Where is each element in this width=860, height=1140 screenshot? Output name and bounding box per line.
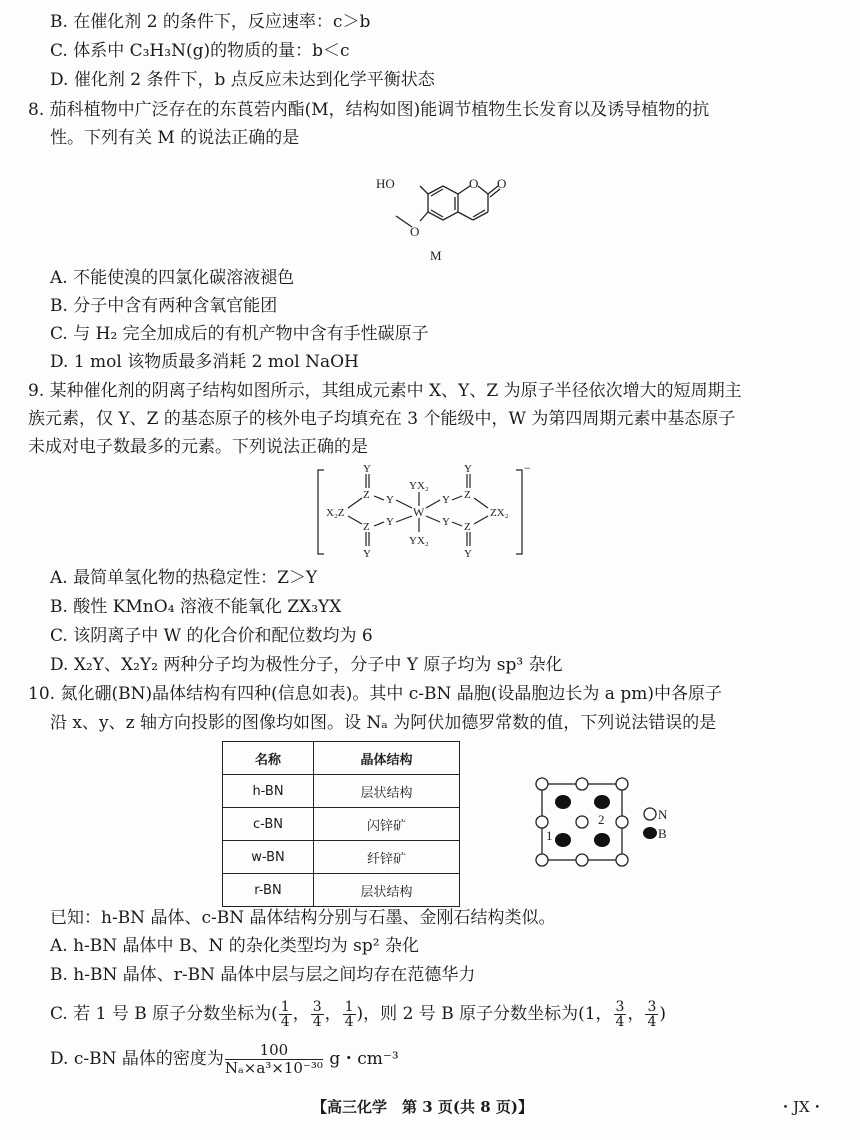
table-header-row <box>223 742 460 775</box>
q10-known: 已知：h-BN 晶体、c-BN 晶体结构分别与石墨、金刚石结构类似。 <box>50 908 556 928</box>
table-cell: 层状结构 <box>314 874 460 907</box>
q9-option-d: D. X₂Y、X₂Y₂ 两种分子均为极性分子，分子中 Y 原子均为 sp³ 杂化 <box>50 655 563 675</box>
q10c-middle: )，则 2 号 B 原子分数坐标为(1， <box>356 1004 613 1024</box>
frac-num: 3 <box>615 999 625 1015</box>
unit-cell-projection <box>528 772 698 868</box>
q10-option-b: B. h-BN 晶体、r-BN 晶体中层与层之间均存在范德华力 <box>50 965 476 985</box>
table-cell: 闪锌矿 <box>314 808 460 841</box>
anion-z-top-right: Z <box>464 489 471 501</box>
q10-option-d <box>50 1040 399 1078</box>
q8-option-d: D. 1 mol 该物质最多消耗 2 mol NaOH <box>50 352 359 372</box>
q7-option-d: D. 催化剂 2 条件下，b 点反应未达到化学平衡状态 <box>50 70 435 90</box>
anion-yx2-bottom: YX₂ <box>409 535 429 547</box>
anion-x2z-left: X₂Z <box>326 507 345 519</box>
methoxy-oxygen-label: O <box>410 224 420 239</box>
frac-den: 4 <box>344 1014 354 1030</box>
q9-stem-line2: 族元素，仅 Y、Z 的基态原子的核外电子均填充在 3 个能级中，W 为第四周期元素中基态原子 <box>28 409 736 429</box>
table-row <box>223 874 460 907</box>
page-footer: 【高三化学 第 3 页(共 8 页)】 <box>312 1098 533 1116</box>
carbonyl-oxygen-label: O <box>497 176 507 191</box>
density-denominator: Nₐ×a³×10⁻³⁰ <box>224 1059 323 1077</box>
q10d-prefix: D. c-BN 晶体的密度为 <box>50 1049 224 1069</box>
q10c-prefix: C. 若 1 号 B 原子分数坐标为( <box>50 1004 278 1024</box>
legend-b: B <box>658 826 667 841</box>
q7-option-c: C. 体系中 C₃H₃N(g)的物质的量：b＜c <box>50 41 350 61</box>
q10-stem-line2: 沿 x、y、z 轴方向投影的图像均如图。设 Nₐ 为阿伏加德罗常数的值，下列说法错误的是 <box>50 713 717 733</box>
table-cell: 纤锌矿 <box>314 841 460 874</box>
q8-stem-line1: 8. 茄科植物中广泛存在的东莨菪内酯(M，结构如图)能调节植物生长发育以及诱导植物的抗 <box>28 100 710 120</box>
q8-option-b: B. 分子中含有两种含氧官能团 <box>50 296 278 316</box>
q9-option-b: B. 酸性 KMnO₄ 溶液不能氧化 ZX₃YX <box>50 597 342 617</box>
molecule-m-structure <box>368 164 518 264</box>
table-cell: r-BN <box>223 874 314 907</box>
q8-stem-line2: 性。下列有关 M 的说法正确的是 <box>50 128 300 148</box>
table-cell: h-BN <box>223 775 314 808</box>
anion-y-bridge-1: Y <box>386 494 394 506</box>
q9-option-c: C. 该阴离子中 W 的化合价和配位数均为 6 <box>50 626 373 646</box>
table-row <box>223 841 460 874</box>
anion-w-center: W <box>413 505 425 519</box>
anion-y-bottom-left: Y <box>363 548 371 560</box>
legend-n: N <box>658 807 668 822</box>
q8-option-a: A. 不能使溴的四氯化碳溶液褪色 <box>50 268 295 288</box>
anion-y-top-right: Y <box>464 463 472 475</box>
q9-option-a: A. 最简单氢化物的热稳定性：Z＞Y <box>50 568 318 588</box>
frac-num: 3 <box>312 999 322 1015</box>
q7-option-b: B. 在催化剂 2 的条件下，反应速率：c＞b <box>50 12 371 32</box>
anion-y-bridge-3: Y <box>386 516 394 528</box>
anion-z-bottom-left: Z <box>363 521 370 533</box>
table-cell: c-BN <box>223 808 314 841</box>
fraction <box>343 1000 356 1029</box>
anion-y-bridge-4: Y <box>442 516 450 528</box>
table-row <box>223 775 460 808</box>
table-header-structure: 晶体结构 <box>314 742 460 775</box>
anion-y-top-left: Y <box>363 463 371 475</box>
ring-oxygen-label: O <box>469 176 479 191</box>
frac-den: 4 <box>280 1014 290 1030</box>
cell-label-1: 1 <box>546 828 553 843</box>
anion-structure <box>312 462 544 560</box>
frac-num: 1 <box>280 999 290 1015</box>
q9-stem-line1: 9. 某种催化剂的阴离子结构如图所示，其组成元素中 X、Y、Z 为原子半径依次增大的短周期主 <box>28 381 742 401</box>
anion-zx2-right: ZX₂ <box>490 507 509 519</box>
fraction <box>279 1000 292 1029</box>
anion-y-bottom-right: Y <box>464 548 472 560</box>
q8-option-c: C. 与 H₂ 完全加成后的有机产物中含有手性碳原子 <box>50 324 429 344</box>
table-cell: 层状结构 <box>314 775 460 808</box>
table-header-name: 名称 <box>223 742 314 775</box>
hydroxyl-label: HO <box>376 176 395 191</box>
fraction <box>614 1000 627 1029</box>
frac-den: 4 <box>647 1014 657 1030</box>
frac-den: 4 <box>312 1014 322 1030</box>
anion-z-bottom-right: Z <box>464 521 471 533</box>
bn-crystal-table <box>222 741 460 907</box>
cell-label-2: 2 <box>598 812 605 827</box>
density-fraction <box>225 1042 323 1077</box>
anion-y-bridge-2: Y <box>442 494 450 506</box>
q10-option-c: C. 若 1 号 B 原子分数坐标为( $\frac{1}{4}$ ， $\frac{3}{4}$ ， $\frac{1}{4}$ )，则 2 号 B 原子分数坐标为(1， $\frac{3}{4}$ ， $\frac{3}{4}$ ) <box>50 999 667 1030</box>
frac-num: 3 <box>647 999 657 1015</box>
molecule-label: M <box>430 248 442 263</box>
footer-code: ・JX・ <box>778 1098 825 1116</box>
table-cell: w-BN <box>223 841 314 874</box>
density-unit: g・cm⁻³ <box>329 1049 399 1069</box>
anion-yx2-top: YX₂ <box>409 480 429 492</box>
density-numerator: 100 <box>225 1042 323 1060</box>
q10-stem-line1: 10. 氮化硼(BN)晶体结构有四种(信息如表)。其中 c-BN 晶胞(设晶胞边长为 a pm)中各原子 <box>28 684 722 704</box>
q9-stem-line3: 未成对电子数最多的元素。下列说法正确的是 <box>28 437 368 457</box>
frac-num: 1 <box>344 999 354 1015</box>
table-row <box>223 808 460 841</box>
anion-charge: − <box>524 462 531 475</box>
fraction <box>645 1000 658 1029</box>
fraction <box>311 1000 324 1029</box>
q10-option-a: A. h-BN 晶体中 B、N 的杂化类型均为 sp² 杂化 <box>50 936 419 956</box>
anion-z-top-left: Z <box>363 489 370 501</box>
frac-den: 4 <box>615 1014 625 1030</box>
q10c-end: ) <box>659 1004 667 1024</box>
